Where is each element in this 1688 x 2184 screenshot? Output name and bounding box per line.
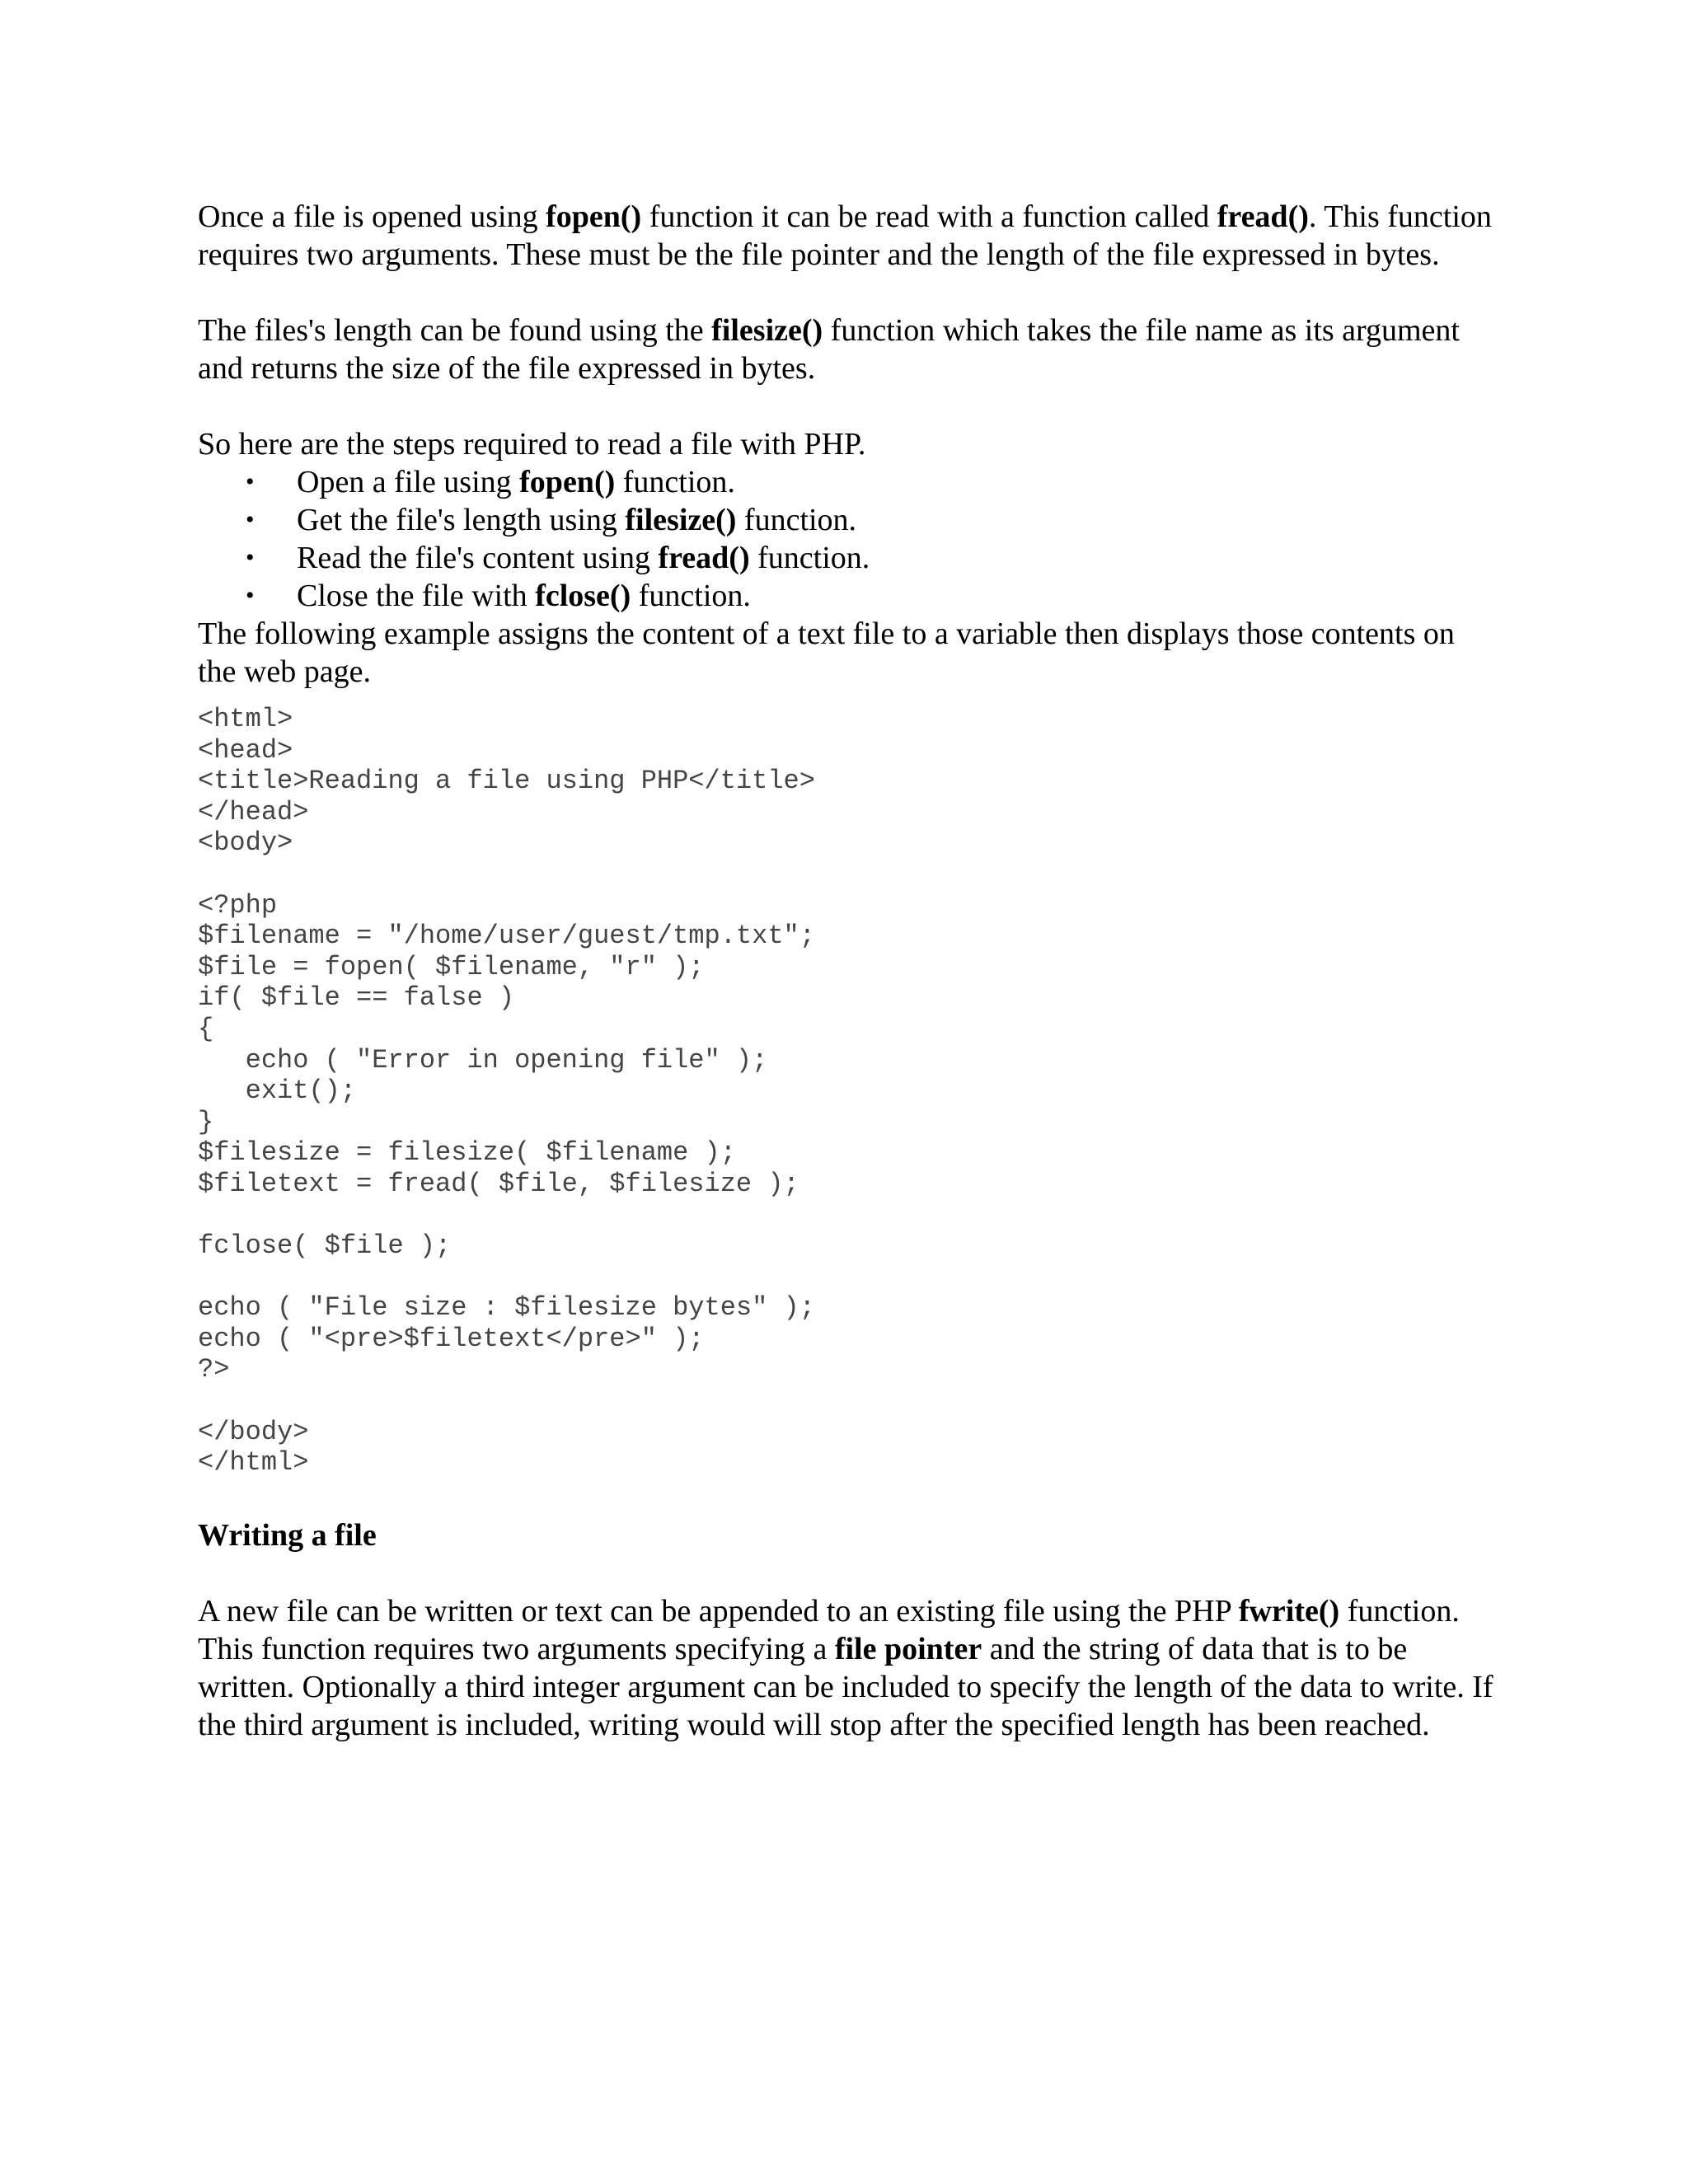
para5-text-1: A new file can be written or text can be appended to an existing file using the PHP	[198, 1593, 1239, 1629]
para1-text-2: function it can be read with a function called	[641, 199, 1217, 234]
para2-bold-filesize: filesize()	[711, 313, 823, 348]
step-text: Read the file's content using	[297, 541, 659, 575]
list-item	[198, 577, 1500, 615]
fwrite-paragraph	[198, 1592, 1500, 1744]
step-function: filesize()	[625, 503, 737, 537]
bullet-icon: •	[246, 544, 255, 571]
para5-text-3: and the string of data that is to be written. Optionally a third integer argument can be included to specify the length of the data to write. If the third argument is included, writing would will stop after the specified length has been reached.	[198, 1631, 1493, 1742]
spacer	[198, 274, 1500, 312]
step-text: function.	[631, 579, 751, 613]
step-text: Close the file with	[297, 579, 536, 613]
para5-bold-fwrite: fwrite()	[1238, 1593, 1340, 1629]
step-function: fclose()	[535, 579, 631, 613]
bullet-icon: •	[246, 468, 255, 495]
spacer	[198, 387, 1500, 425]
para1-bold-fread: fread()	[1217, 199, 1309, 234]
step-text: Open a file using	[297, 465, 520, 499]
example-intro: The following example assigns the content of a text file to a variable then displays those contents on the web page.	[198, 616, 1455, 689]
step-function: fopen()	[519, 465, 616, 499]
code-example: <html> <head> <title>Reading a file using PHP</title> </head> <body> <?php $filename = "/home/user/guest/tmp.txt"; $file = fopen( $filename, "r" ); if( $file == false ) { echo ( "Error in opening file" ); exit(); } $filesize = filesize( $filename ); $filetext = fread( $file, $filesize ); fclose( $file ); echo ( "File size : $filesize bytes" ); echo ( "<pre>$filetext</pre>" ); ?> </body> </html>	[198, 704, 815, 1479]
para1-text-3: . This function requires two arguments. These must be the file pointer and the length of the file expressed in bytes.	[198, 199, 1492, 272]
bullet-icon: •	[246, 506, 255, 533]
para2-text-2: function which takes the file name as its argument and returns the size of the file expressed in bytes.	[198, 313, 1460, 386]
list-item	[198, 539, 1500, 577]
step-function: fread()	[658, 541, 750, 575]
spacer	[198, 1554, 1500, 1592]
spacer	[198, 1479, 1500, 1516]
para2-text-1: The files's length can be found using the	[198, 313, 712, 348]
steps-list	[198, 463, 1500, 615]
spacer	[198, 691, 1500, 704]
para5-bold-file-pointer: file pointer	[834, 1631, 982, 1666]
para1-bold-fopen: fopen()	[546, 199, 642, 234]
step-text: function.	[749, 541, 870, 575]
filesize-paragraph	[198, 312, 1500, 387]
section-heading: Writing a file	[198, 1517, 377, 1553]
steps-intro: So here are the steps required to read a file with PHP.	[198, 427, 866, 462]
document-page	[198, 198, 1500, 1744]
list-item	[198, 463, 1500, 501]
step-text: function.	[736, 503, 857, 537]
bullet-icon: •	[246, 582, 255, 609]
para1-text-1: Once a file is opened using	[198, 199, 546, 234]
list-item	[198, 501, 1500, 539]
intro-paragraph	[198, 198, 1500, 274]
para5-text-2: function. This function requires two arguments specifying a	[198, 1593, 1460, 1666]
step-text: Get the file's length using	[297, 503, 626, 537]
step-text: function.	[615, 465, 735, 499]
